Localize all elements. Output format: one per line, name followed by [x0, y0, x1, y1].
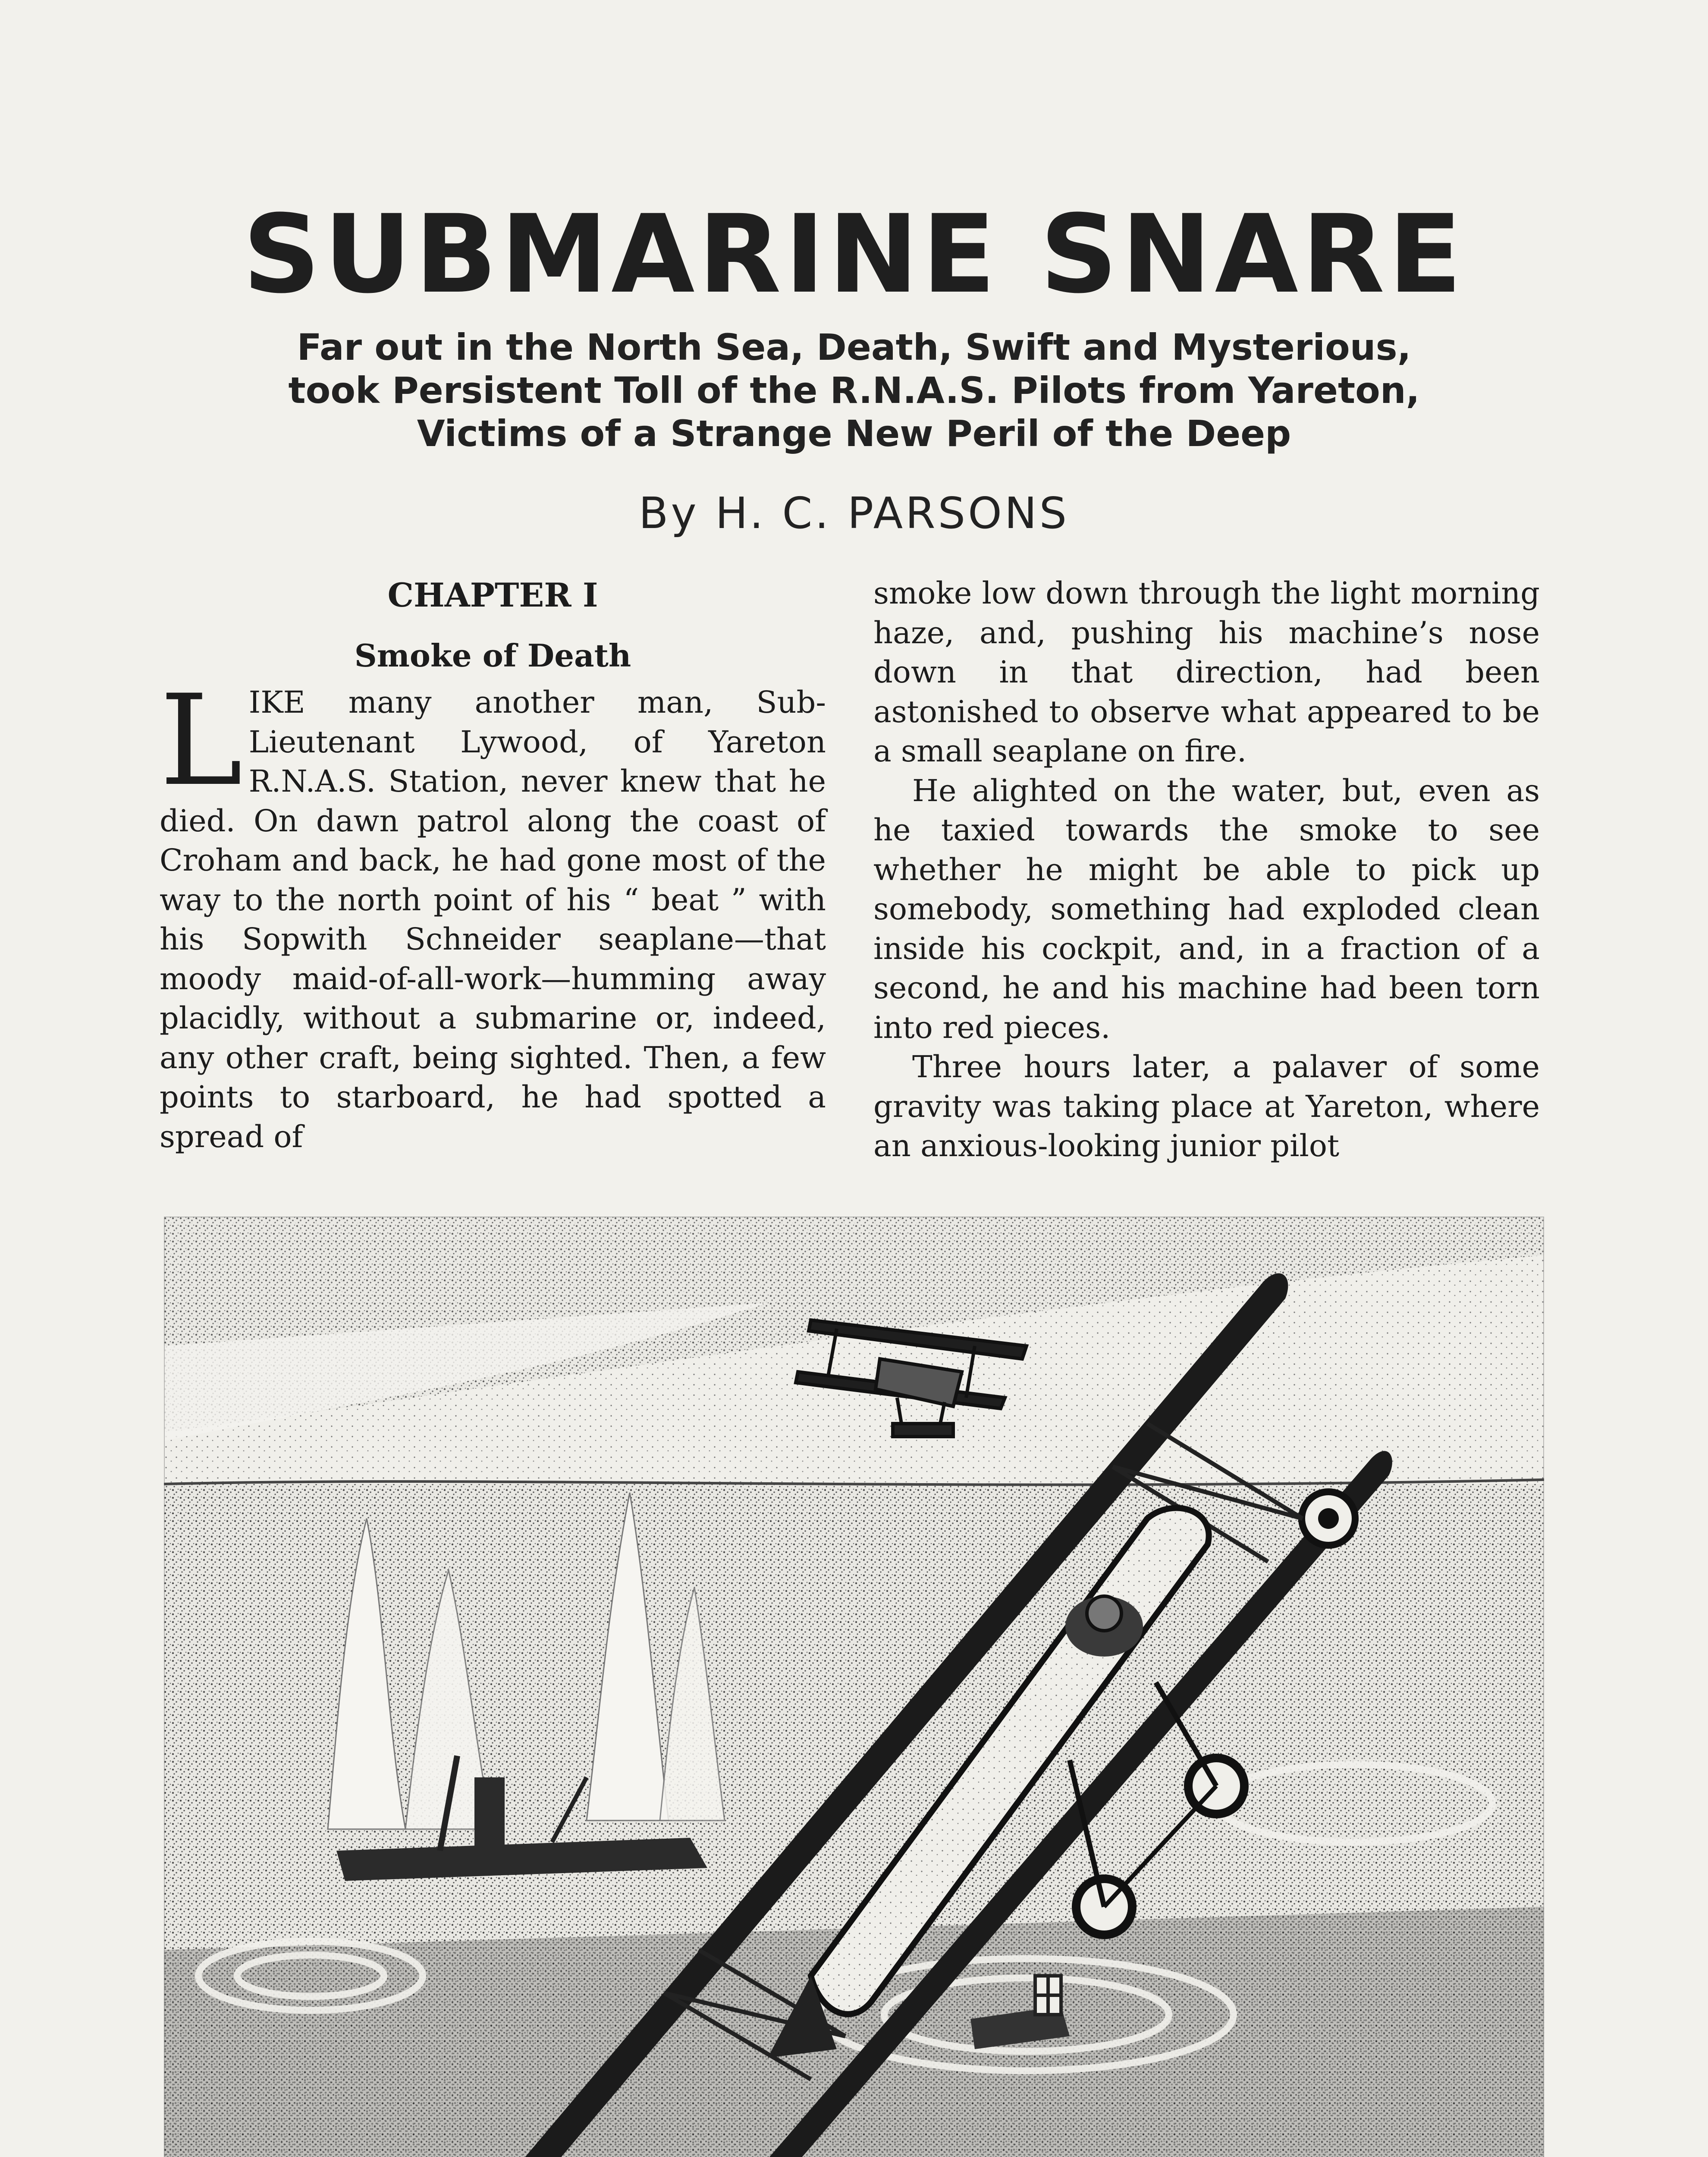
chapter-heading: CHAPTER I	[387, 576, 598, 614]
left-column	[160, 574, 826, 1157]
subtitle-line: took Persistent Toll of the R.N.A.S. Pilots from Yareton,	[288, 369, 1420, 412]
opening-paragraph	[160, 668, 826, 1157]
right-column	[873, 574, 1540, 1166]
biplane-illustration	[164, 1217, 1544, 2157]
subtitle-line: Far out in the North Sea, Death, Swift and Mysterious,	[297, 326, 1411, 368]
subtitle-line: Victims of a Strange New Peril of the Deep	[417, 412, 1291, 455]
drop-cap: L	[160, 668, 243, 814]
paragraph: Three hours later, a palaver of some gravity was taking place at Yareton, where an anxious-looking junior pilot	[873, 1049, 1540, 1163]
paragraph-text: IKE many another man, Sub-Lieutenant Lywood, of Yareton R.N.A.S. Station, never knew that he died. On dawn patrol along the coast of Croham and back, he had gone most of the way to the north point of his “ beat ” with his Sopwith Schneider seaplane—that moody maid-of-all-work—humming away placidly, without a submarine or, indeed, any other craft, being sighted. Then, a few points to starboard, he had spotted a spread of	[160, 685, 826, 1154]
author-byline: By H. C. PARSONS	[638, 488, 1070, 538]
chapter-title: Smoke of Death	[354, 637, 631, 674]
paragraph: He alighted on the water, but, even as he taxied towards the smoke to see whether he might be able to pick up somebody, something had exploded clean inside his cockpit, and, in a fraction of a second, he and his machine had been torn into red pieces.	[873, 773, 1540, 1045]
article-title: SUBMARINE SNARE	[242, 192, 1466, 317]
paragraph: smoke low down through the light morning haze, and, pushing his machine’s nose down in that direction, had been astonished to observe what appeared to be a small seaplane on fire.	[873, 575, 1540, 769]
article-subtitle	[216, 326, 1492, 455]
